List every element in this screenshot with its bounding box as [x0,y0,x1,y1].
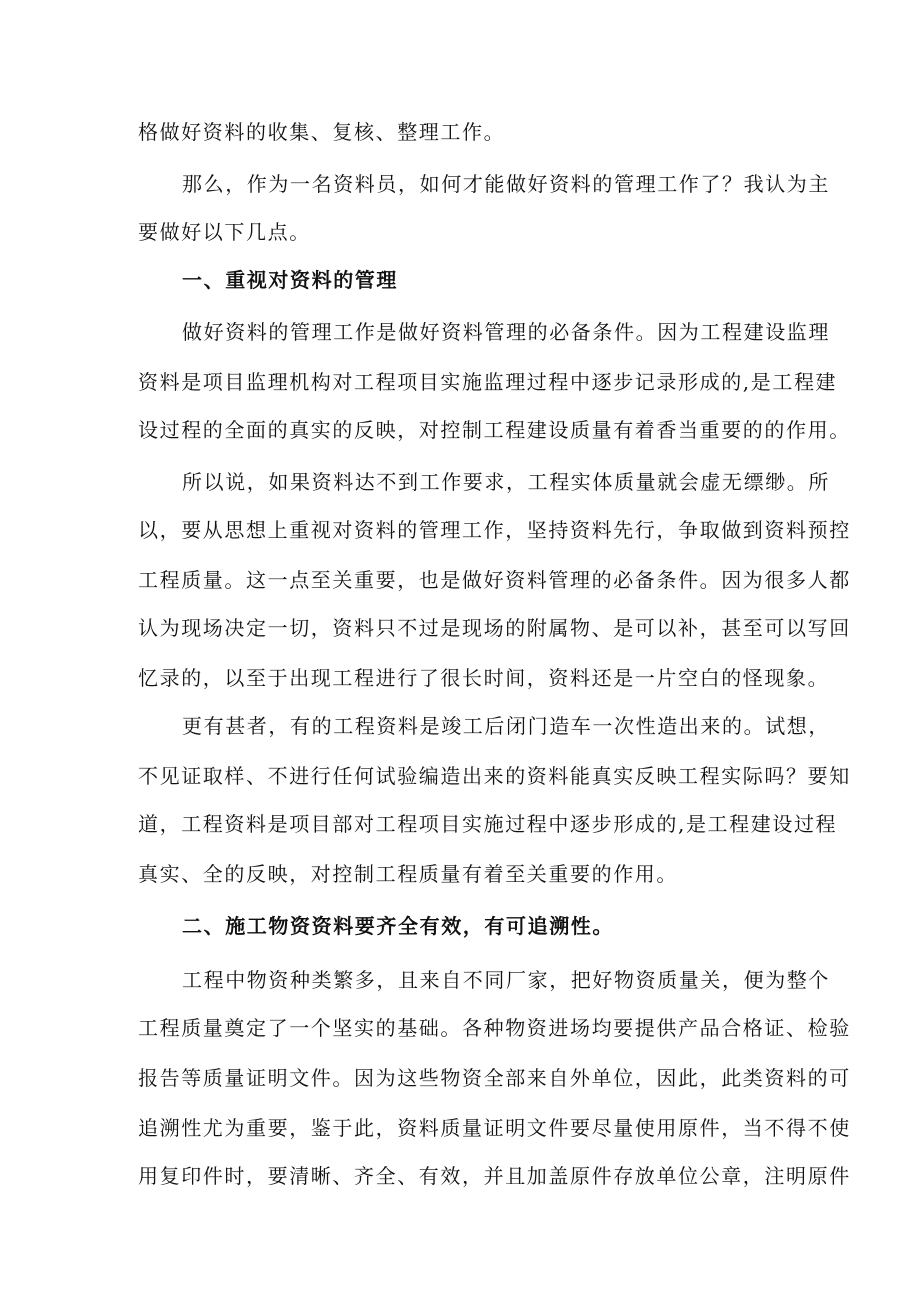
paragraph-line: 追溯性尤为重要，鉴于此，资料质量证明文件要尽量使用原件，当不得不使 [138,1116,851,1140]
paragraph-line: 工程质量奠定了一个坚实的基础。各种物资进场均要提供产品合格证、检验 [138,1016,851,1040]
paragraph-line: 格做好资料的收集、复核、整理工作。 [138,120,506,144]
paragraph-line: 不见证取样、不进行任何试验编造出来的资料能真实反映工程实际吗？要知 [138,764,851,788]
paragraph-line: 忆录的，以至于出现工程进行了很长时间，资料还是一片空白的怪现象。 [138,666,830,690]
paragraph-line: 认为现场决定一切，资料只不过是现场的附属物、是可以补，甚至可以写回 [138,616,851,640]
section-heading: 二、施工物资资料要齐全有效，有可追溯性。 [182,914,614,938]
paragraph-line: 做好资料的管理工作是做好资料管理的必备条件。因为工程建设监理 [182,320,830,344]
paragraph-line: 所以说，如果资料达不到工作要求，工程实体质量就会虚无缥缈。所 [182,470,830,494]
paragraph-line: 工程质量。这一点至关重要，也是做好资料管理的必备条件。因为很多人都 [138,568,851,592]
paragraph-line: 更有甚者，有的工程资料是竣工后闭门造车一次性造出来的。试想， [182,714,830,738]
paragraph-line: 真实、全的反映，对控制工程质量有着至关重要的作用。 [138,862,678,886]
paragraph-line: 以，要从思想上重视对资料的管理工作，坚持资料先行，争取做到资料预控 [138,518,851,542]
paragraph-line: 报告等质量证明文件。因为这些物资全部来自外单位，因此，此类资料的可 [138,1066,851,1090]
paragraph-line: 设过程的全面的真实的反映，对控制工程建设质量有着香当重要的的作用。 [138,418,851,442]
paragraph-line: 要做好以下几点。 [138,220,311,244]
paragraph-line: 工程中物资种类繁多，且来自不同厂家，把好物资质量关，便为整个 [182,968,830,992]
paragraph-line: 那么，作为一名资料员，如何才能做好资料的管理工作了？我认为主 [182,172,830,196]
section-heading: 一、重视对资料的管理 [182,268,398,292]
paragraph-line: 道，工程资料是项目部对工程项目实施过程中逐步形成的,是工程建设过程 [138,812,838,836]
paragraph-line: 用复印件时，要清晰、齐全、有效，并且加盖原件存放单位公章，注明原件 [138,1164,851,1188]
paragraph-line: 资料是项目监理机构对工程项目实施监理过程中逐步记录形成的,是工程建 [138,370,838,394]
